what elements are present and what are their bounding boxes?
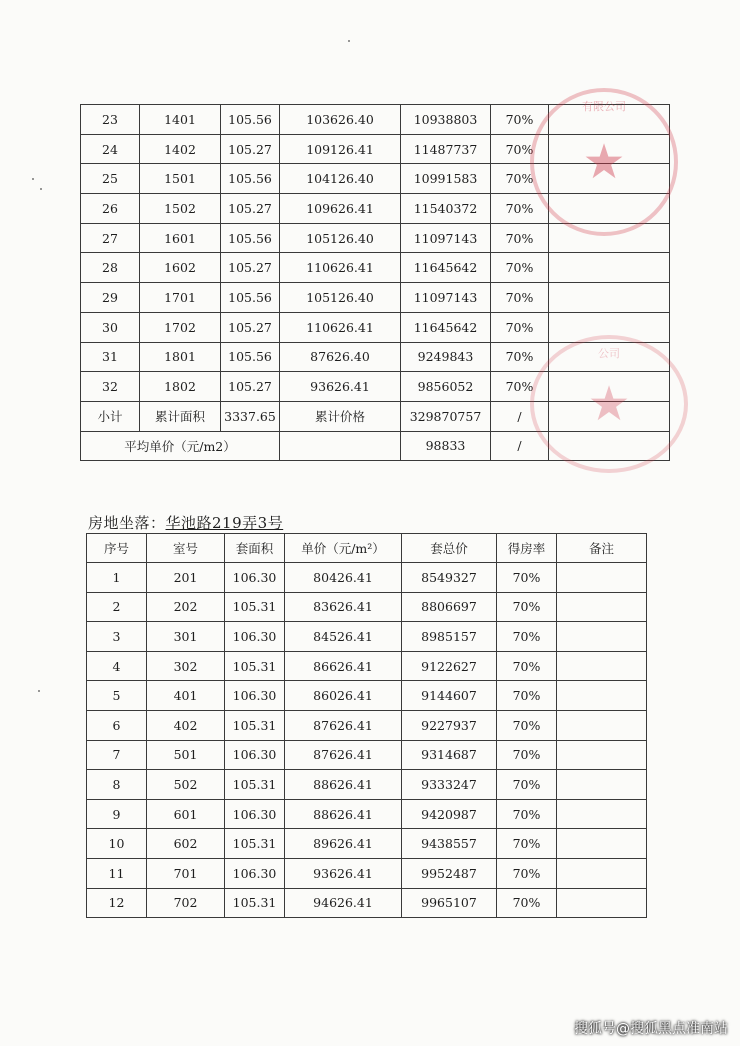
table-row [81, 164, 670, 194]
total-price: 11645642 [401, 312, 491, 342]
note [557, 888, 647, 918]
total-price: 9122627 [402, 651, 497, 681]
efficiency-rate: 70% [491, 194, 549, 224]
price-table-continued [80, 104, 670, 461]
room-number: 1602 [140, 253, 221, 283]
row-number: 8 [87, 770, 147, 800]
room-number: 1801 [140, 342, 221, 372]
row-number: 27 [81, 223, 140, 253]
unit-price: 109626.41 [280, 194, 401, 224]
header-serial: 序号 [87, 534, 147, 563]
unit-area: 105.31 [225, 829, 285, 859]
efficiency-rate: 70% [497, 681, 557, 711]
unit-price: 105126.40 [280, 223, 401, 253]
unit-area: 105.56 [221, 223, 280, 253]
unit-area: 105.31 [225, 651, 285, 681]
table-row [81, 194, 670, 224]
unit-area: 105.27 [221, 134, 280, 164]
table-row [87, 858, 647, 888]
note [549, 253, 670, 283]
row-number: 5 [87, 681, 147, 711]
header-total-price: 套总价 [402, 534, 497, 563]
average-slash: / [491, 431, 549, 461]
efficiency-rate: 70% [497, 592, 557, 622]
unit-area: 105.27 [221, 253, 280, 283]
note [549, 194, 670, 224]
note [557, 829, 647, 859]
total-price: 9420987 [402, 799, 497, 829]
row-number: 6 [87, 710, 147, 740]
unit-price: 84526.41 [285, 622, 402, 652]
unit-area: 105.27 [221, 372, 280, 402]
total-price: 10991583 [401, 164, 491, 194]
unit-area: 105.27 [221, 194, 280, 224]
unit-area: 105.31 [225, 710, 285, 740]
unit-price: 94626.41 [285, 888, 402, 918]
price-table [86, 533, 647, 918]
total-price: 11540372 [401, 194, 491, 224]
room-number: 1401 [140, 105, 221, 135]
unit-price: 104126.40 [280, 164, 401, 194]
row-number: 11 [87, 858, 147, 888]
price-table-summary [81, 401, 670, 460]
row-number: 26 [81, 194, 140, 224]
note [557, 710, 647, 740]
unit-area: 105.56 [221, 105, 280, 135]
unit-area: 106.30 [225, 799, 285, 829]
row-number: 9 [87, 799, 147, 829]
average-empty-cell [280, 431, 401, 461]
unit-price: 87626.41 [285, 740, 402, 770]
room-number: 1402 [140, 134, 221, 164]
row-number: 2 [87, 592, 147, 622]
room-number: 701 [147, 858, 225, 888]
room-number: 402 [147, 710, 225, 740]
room-number: 401 [147, 681, 225, 711]
table-row [81, 223, 670, 253]
property-location-label: 房地坐落： [88, 514, 166, 532]
price-table-body [87, 563, 647, 918]
unit-price: 109126.41 [280, 134, 401, 164]
header-unit-price: 单价（元/m²） [285, 534, 402, 563]
efficiency-rate: 70% [491, 312, 549, 342]
average-note [549, 431, 670, 461]
subtotal-label: 小计 [81, 401, 140, 431]
row-number: 28 [81, 253, 140, 283]
unit-price: 93626.41 [285, 858, 402, 888]
room-number: 501 [147, 740, 225, 770]
table-row [87, 770, 647, 800]
row-number: 30 [81, 312, 140, 342]
scan-speck [348, 40, 350, 42]
seal-text-faded: 公司 [598, 347, 620, 360]
total-price: 9333247 [402, 770, 497, 800]
room-number: 301 [147, 622, 225, 652]
room-number: 1802 [140, 372, 221, 402]
unit-area: 105.27 [221, 312, 280, 342]
average-row [81, 431, 670, 461]
unit-price: 86026.41 [285, 681, 402, 711]
total-price: 9952487 [402, 858, 497, 888]
note [557, 740, 647, 770]
unit-area: 106.30 [225, 681, 285, 711]
note [549, 372, 670, 402]
efficiency-rate: 70% [491, 105, 549, 135]
unit-price: 110626.41 [280, 312, 401, 342]
row-number: 25 [81, 164, 140, 194]
unit-price: 103626.40 [280, 105, 401, 135]
watermark-text: 搜狐号@搜狐黑点准南站 [574, 1021, 728, 1037]
total-price-label: 累计价格 [280, 401, 401, 431]
note [549, 134, 670, 164]
unit-area: 105.56 [221, 283, 280, 313]
unit-price: 88626.41 [285, 770, 402, 800]
room-number: 1701 [140, 283, 221, 313]
table-row [87, 799, 647, 829]
note [549, 223, 670, 253]
row-number: 10 [87, 829, 147, 859]
total-price: 9965107 [402, 888, 497, 918]
average-price-value: 98833 [401, 431, 491, 461]
unit-price: 83626.41 [285, 592, 402, 622]
row-number: 4 [87, 651, 147, 681]
efficiency-rate: 70% [497, 622, 557, 652]
table-row [87, 829, 647, 859]
efficiency-rate: 70% [491, 164, 549, 194]
efficiency-rate: 70% [497, 740, 557, 770]
efficiency-rate: 70% [497, 888, 557, 918]
total-price: 9227937 [402, 710, 497, 740]
total-price: 9438557 [402, 829, 497, 859]
table-row [87, 592, 647, 622]
unit-area: 106.30 [225, 858, 285, 888]
total-price: 9856052 [401, 372, 491, 402]
efficiency-rate: 70% [497, 563, 557, 593]
header-remarks: 备注 [557, 534, 647, 563]
total-price: 11645642 [401, 253, 491, 283]
room-number: 1501 [140, 164, 221, 194]
price-table-header [87, 534, 647, 563]
total-price: 11097143 [401, 223, 491, 253]
table-row [87, 681, 647, 711]
unit-area: 105.56 [221, 164, 280, 194]
total-price: 8985157 [402, 622, 497, 652]
total-area-value: 3337.65 [221, 401, 280, 431]
total-price: 8549327 [402, 563, 497, 593]
unit-area: 106.30 [225, 622, 285, 652]
note [557, 651, 647, 681]
subtotal-slash: / [491, 401, 549, 431]
property-location-value: 华池路219弄3号 [165, 514, 284, 532]
room-number: 1601 [140, 223, 221, 253]
seal-star-icon: ★ [582, 134, 626, 190]
unit-price: 80426.41 [285, 563, 402, 593]
table-row [87, 740, 647, 770]
efficiency-rate: 70% [491, 253, 549, 283]
unit-price: 110626.41 [280, 253, 401, 283]
seal-text: 有限公司 [582, 100, 626, 113]
row-number: 23 [81, 105, 140, 135]
total-price: 9314687 [402, 740, 497, 770]
room-number: 1502 [140, 194, 221, 224]
efficiency-rate: 70% [491, 223, 549, 253]
note [557, 681, 647, 711]
room-number: 602 [147, 829, 225, 859]
row-number: 32 [81, 372, 140, 402]
note [557, 563, 647, 593]
property-location [88, 512, 283, 533]
table-row [87, 622, 647, 652]
note [549, 342, 670, 372]
note [557, 622, 647, 652]
average-price-label: 平均单价（元/m2） [81, 431, 280, 461]
table-row [81, 134, 670, 164]
efficiency-rate: 70% [491, 372, 549, 402]
total-price: 10938803 [401, 105, 491, 135]
total-price: 11097143 [401, 283, 491, 313]
room-number: 702 [147, 888, 225, 918]
total-price: 9249843 [401, 342, 491, 372]
table-row [87, 888, 647, 918]
efficiency-rate: 70% [491, 342, 549, 372]
note [557, 799, 647, 829]
efficiency-rate: 70% [491, 134, 549, 164]
header-efficiency: 得房率 [497, 534, 557, 563]
efficiency-rate: 70% [497, 770, 557, 800]
table-row [81, 342, 670, 372]
room-number: 1702 [140, 312, 221, 342]
unit-price: 87626.40 [280, 342, 401, 372]
subtotal-note [549, 401, 670, 431]
unit-area: 106.30 [225, 740, 285, 770]
price-table-continued-body [81, 105, 670, 402]
efficiency-rate: 70% [497, 799, 557, 829]
efficiency-rate: 70% [497, 829, 557, 859]
total-price: 8806697 [402, 592, 497, 622]
unit-price: 88626.41 [285, 799, 402, 829]
unit-area: 105.31 [225, 592, 285, 622]
note [557, 592, 647, 622]
subtotal-row [81, 401, 670, 431]
unit-price: 87626.41 [285, 710, 402, 740]
row-number: 24 [81, 134, 140, 164]
total-price: 11487737 [401, 134, 491, 164]
note [549, 283, 670, 313]
table-row [81, 105, 670, 135]
scan-speck [38, 690, 40, 692]
unit-area: 105.56 [221, 342, 280, 372]
note [557, 770, 647, 800]
unit-area: 105.31 [225, 888, 285, 918]
efficiency-rate: 70% [497, 858, 557, 888]
row-number: 29 [81, 283, 140, 313]
header-room: 室号 [147, 534, 225, 563]
total-area-label: 累计面积 [140, 401, 221, 431]
header-area: 套面积 [225, 534, 285, 563]
seal-star-icon-faded: ★ [587, 376, 631, 432]
note [557, 858, 647, 888]
room-number: 202 [147, 592, 225, 622]
table-row [87, 710, 647, 740]
table-row [81, 253, 670, 283]
room-number: 601 [147, 799, 225, 829]
efficiency-rate: 70% [491, 283, 549, 313]
unit-price: 93626.41 [280, 372, 401, 402]
note [549, 105, 670, 135]
row-number: 3 [87, 622, 147, 652]
table-row [87, 563, 647, 593]
table-row [81, 372, 670, 402]
row-number: 12 [87, 888, 147, 918]
efficiency-rate: 70% [497, 651, 557, 681]
unit-area: 105.31 [225, 770, 285, 800]
unit-area: 106.30 [225, 563, 285, 593]
row-number: 31 [81, 342, 140, 372]
note [549, 312, 670, 342]
total-price: 9144607 [402, 681, 497, 711]
total-price-value: 329870757 [401, 401, 491, 431]
efficiency-rate: 70% [497, 710, 557, 740]
row-number: 1 [87, 563, 147, 593]
room-number: 302 [147, 651, 225, 681]
table-row [81, 283, 670, 313]
scan-speck [32, 178, 34, 180]
table-row [87, 651, 647, 681]
room-number: 502 [147, 770, 225, 800]
scan-speck [40, 188, 42, 190]
unit-price: 105126.40 [280, 283, 401, 313]
table-row [81, 312, 670, 342]
note [549, 164, 670, 194]
unit-price: 86626.41 [285, 651, 402, 681]
room-number: 201 [147, 563, 225, 593]
unit-price: 89626.41 [285, 829, 402, 859]
row-number: 7 [87, 740, 147, 770]
